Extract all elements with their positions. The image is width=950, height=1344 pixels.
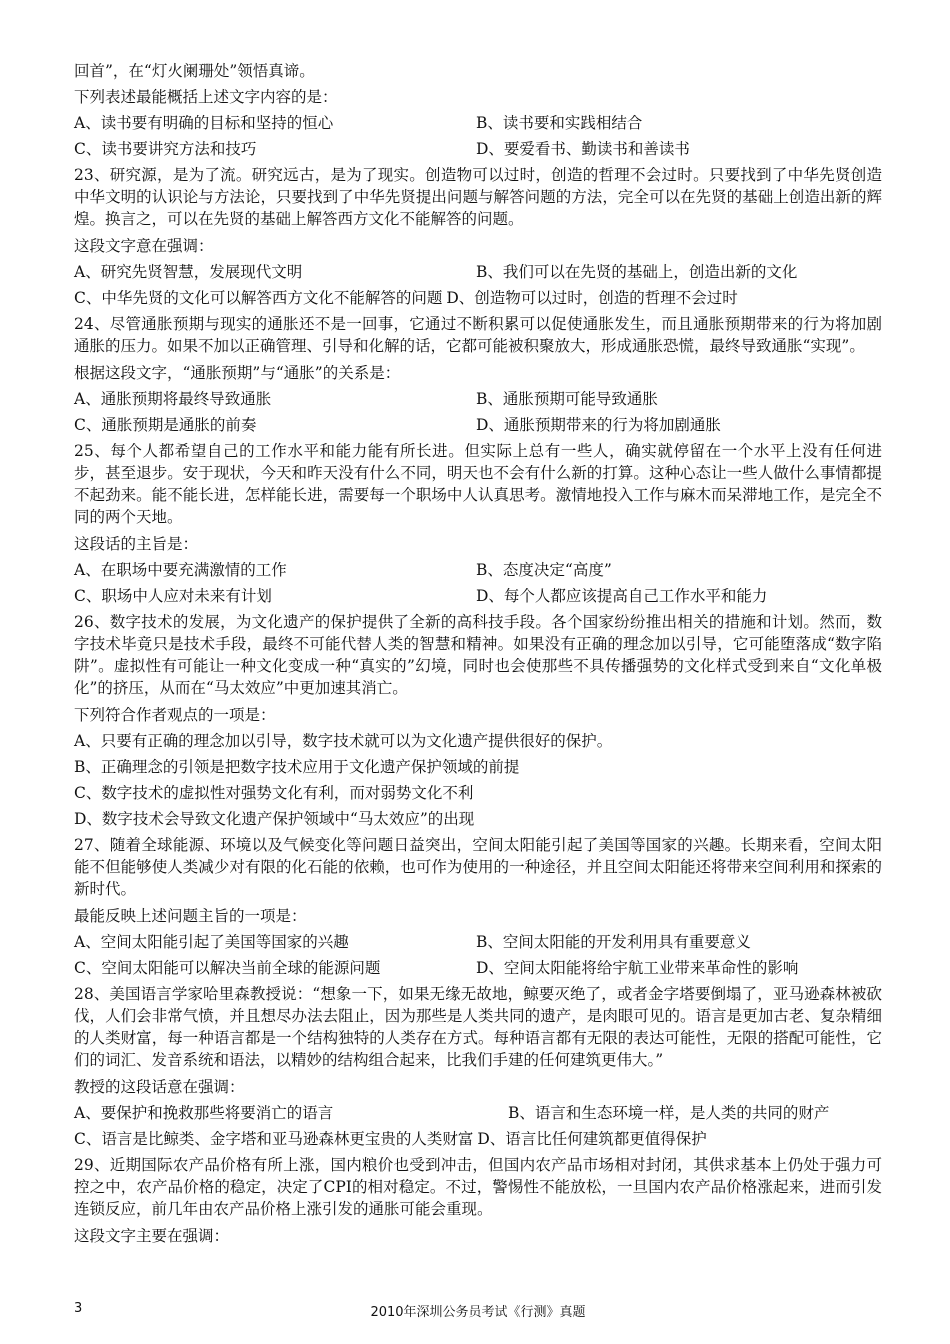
option-row [74, 557, 882, 583]
option-a: A、在职场中要充满激情的工作 [74, 561, 287, 579]
option-d: D、语言比任何建筑都更值得保护 [477, 1130, 707, 1148]
option-c: C、中华先贤的文化可以解答西方文化不能解答的问题 [74, 289, 443, 307]
question-prompt: 根据这段文字，“通胀预期”与“通胀”的关系是： [74, 364, 401, 382]
option-c: C、读书要讲究方法和技巧 [74, 140, 257, 158]
option-row [74, 583, 882, 609]
option-row [74, 285, 882, 311]
option-b: B、语言和生态环境一样，是人类的共同的财产 [508, 1104, 830, 1122]
question-25-text: 25、每个人都希望自己的工作水平和能力能有所长进。但实际上总有一些人，确实就停留在一个水平上没有任何进步，甚至退步。安于现状，今天和昨天没有什么不同，明天也不会有什么新的打算。这种心态让一些人做什么事情都提不起劲来。能不能长进，怎样能长进，需要每一个职场中人认真思考。激情地投入工作与麻木而呆滞地工作，是完全不同的两个天地。 [74, 442, 882, 526]
option-c: C、语言是比鲸类、金字塔和亚马逊森林更宝贵的人类财富 [74, 1130, 474, 1148]
option-row [74, 412, 882, 438]
question-prompt: 这段文字主要在强调： [74, 1227, 230, 1245]
option-a: A、通胀预期将最终导致通胀 [74, 390, 272, 408]
option-a: A、要保护和挽救那些将要消亡的语言 [74, 1104, 334, 1122]
question-29-text: 29、近期国际农产品价格有所上涨，国内粮价也受到冲击，但国内农产品市场相对封闭，其供求基本上仍处于强力可控之中，农产品价格的稳定，决定了CPI的相对稳定。不过，警惕性不能放松，一旦国内农产品价格涨起来，进而引发连锁反应，前几年由农产品价格上涨引发的通胀可能会重现。 [74, 1156, 882, 1218]
option-c: C、数字技术的虚拟性对强势文化有利，而对弱势文化不利 [74, 784, 474, 802]
option-c: C、通胀预期是通胀的前奏 [74, 416, 257, 434]
option-d: D、空间太阳能将给宇航工业带来革命性的影响 [476, 959, 799, 977]
footer-title: 2010年深圳公务员考试《行测》真题 [370, 1305, 586, 1320]
document-body [74, 58, 882, 1249]
option-b: B、通胀预期可能导致通胀 [476, 390, 658, 408]
question-prompt: 教授的这段话意在强调： [74, 1078, 245, 1096]
question-prompt: 下列符合作者观点的一项是： [74, 706, 276, 724]
option-row [74, 136, 882, 162]
paragraph-continuation: 回首”，在“灯火阑珊处”领悟真谛。 [74, 62, 315, 80]
question-26-text: 26、数字技术的发展，为文化遗产的保护提供了全新的高科技手段。各个国家纷纷推出相关的措施和计划。然而，数字技术毕竟只是技术手段，最终不可能代替人类的智慧和精神。如果没有正确的理念加以引导，它可能堕落成“数字陷阱”。虚拟性有可能让一种文化变成一种“真实的”幻境，同时也会使那些不具传播强势的文化样式受到来自“文化单极化”的挤压，从而在“马太效应”中更加速其消亡。 [74, 613, 882, 697]
question-prompt: 这段话的主旨是： [74, 535, 199, 553]
option-row [74, 110, 882, 136]
option-d: D、每个人都应该提高自己工作水平和能力 [476, 587, 768, 605]
option-b: B、空间太阳能的开发利用具有重要意义 [476, 933, 751, 951]
option-a: A、空间太阳能引起了美国等国家的兴趣 [74, 933, 349, 951]
question-28-text: 28、美国语言学家哈里森教授说：“想象一下，如果无缘无故地，鲸要灭绝了，或者金字塔要倒塌了，亚马逊森林被砍伐，人们会非常气愤，并且想尽办法去阻止，因为那些是人类共同的遗产，是肉眼可见的。语言是更加古老、复杂精细的人类财富，每一种语言都是一个结构独特的人类存在方式。每种语言都有无限的表达可能性，无限的搭配可能性，它们的词汇、发音系统和语法，以精妙的结构组合起来，比我们手建的任何建筑更伟大。” [74, 985, 882, 1069]
option-b: B、态度决定“高度” [476, 561, 612, 579]
option-b: B、我们可以在先贤的基础上，创造出新的文化 [476, 263, 798, 281]
option-b: B、读书要和实践相结合 [476, 114, 643, 132]
option-b: B、正确理念的引领是把数字技术应用于文化遗产保护领域的前提 [74, 758, 520, 776]
option-c: C、空间太阳能可以解决当前全球的能源问题 [74, 959, 381, 977]
question-prompt: 最能反映上述问题主旨的一项是： [74, 907, 307, 925]
option-c: C、职场中人应对未来有计划 [74, 587, 272, 605]
option-row [74, 259, 882, 285]
page-number: 3 [74, 1301, 83, 1316]
question-23-text: 23、研究源，是为了流。研究远古，是为了现实。创造物可以过时，创造的哲理不会过时。只要找到了中华先贤创造中华文明的认识论与方法论，只要找到了中华先贤提出问题与解答问题的方法，完全可以在先贤的基础上创造出新的辉煌。换言之，可以在先贤的基础上解答西方文化不能解答的问题。 [74, 166, 882, 228]
question-prompt: 这段文字意在强调： [74, 237, 214, 255]
option-a: A、研究先贤智慧，发展现代文明 [74, 263, 303, 281]
option-row [74, 929, 882, 955]
option-d: D、通胀预期带来的行为将加剧通胀 [476, 416, 721, 434]
option-d: D、创造物可以过时，创造的哲理不会过时 [446, 289, 738, 307]
option-row [74, 386, 882, 412]
option-row [74, 955, 882, 981]
question-27-text: 27、随着全球能源、环境以及气候变化等问题日益突出，空间太阳能引起了美国等国家的兴趣。长期来看，空间太阳能不但能够使人类减少对有限的化石能的依赖，也可作为使用的一种途径，并且空间太阳能还将带来空间利用和探索的新时代。 [74, 836, 882, 898]
option-row [74, 1100, 882, 1126]
option-a: A、读书要有明确的目标和坚持的恒心 [74, 114, 334, 132]
option-d: D、要爱看书、勤读书和善读书 [476, 140, 690, 158]
option-d: D、数字技术会导致文化遗产保护领域中“马太效应”的出现 [74, 810, 475, 828]
option-a: A、只要有正确的理念加以引导，数字技术就可以为文化遗产提供很好的保护。 [74, 732, 613, 750]
option-row [74, 1126, 882, 1152]
question-prompt: 下列表述最能概括上述文字内容的是： [74, 88, 338, 106]
question-24-text: 24、尽管通胀预期与现实的通胀还不是一回事，它通过不断积累可以促使通胀发生，而且通胀预期带来的行为将加剧通胀的压力。如果不加以正确管理、引导和化解的话，它都可能被积聚放大，形成通胀恐慌，最终导致通胀“实现”。 [74, 315, 882, 355]
